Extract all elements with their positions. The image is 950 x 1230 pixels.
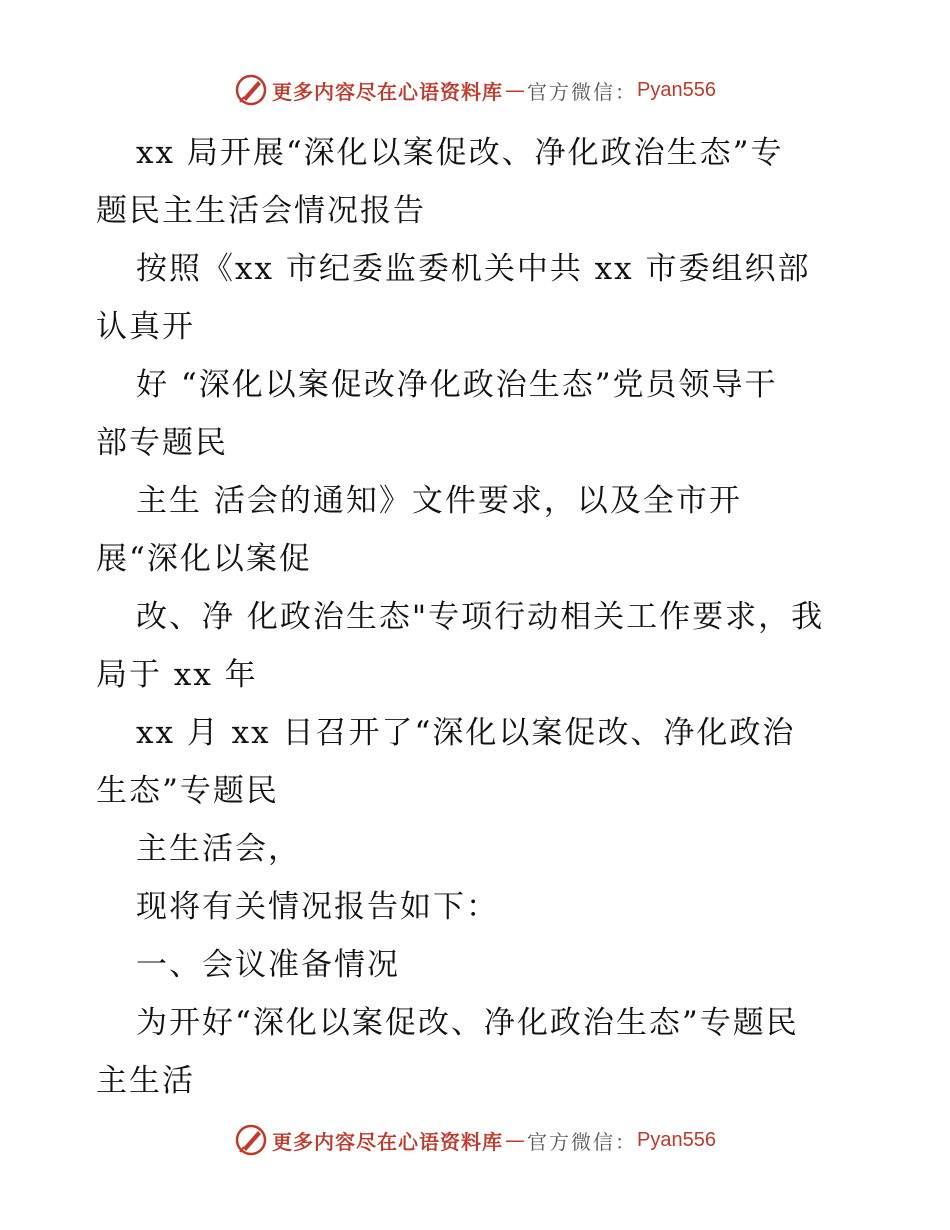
text-line: 为开好“深化以案促改、净化政治生态”专题民 bbox=[136, 1005, 799, 1041]
text-line: 按照《xx 市纪委监委机关中共 xx 市委组织部 bbox=[136, 251, 811, 287]
watermark-brand: 更多内容尽在心语资料库 bbox=[272, 79, 504, 104]
header-watermark bbox=[0, 70, 950, 110]
watermark-id: Pyan556 bbox=[637, 1128, 716, 1151]
text-line: 生态”专题民 bbox=[96, 773, 279, 809]
watermark-brand: 更多内容尽在心语资料库 bbox=[272, 1129, 504, 1154]
quill-pen-logo-icon bbox=[234, 1123, 268, 1157]
text-line: 认真开 bbox=[96, 309, 195, 345]
text-line: xx 月 xx 日召开了“深化以案促改、净化政治 bbox=[136, 715, 796, 751]
text-line: 主生活 bbox=[96, 1063, 195, 1099]
watermark-label: 官方微信： bbox=[527, 1129, 638, 1154]
text-line: 主生活会， bbox=[136, 831, 301, 867]
text-line: 主生 活会的通知》文件要求，以及全市开 bbox=[136, 483, 742, 519]
watermark-id: Pyan556 bbox=[637, 78, 716, 101]
section-heading: 一、会议准备情况 bbox=[136, 947, 400, 983]
text-line: 改、净 化政治生态"专项行动相关工作要求，我 bbox=[136, 599, 825, 635]
text-line: 现将有关情况报告如下： bbox=[136, 889, 499, 925]
watermark-dash: — bbox=[505, 78, 526, 102]
watermark-dash: — bbox=[505, 1128, 526, 1152]
quill-pen-logo-icon bbox=[234, 73, 268, 107]
footer-watermark bbox=[0, 1120, 950, 1160]
text-line: 展“深化以案促 bbox=[96, 541, 312, 577]
text-line: 局于 xx 年 bbox=[96, 657, 258, 693]
document-body bbox=[96, 124, 886, 1110]
text-line: 题民主生活会情况报告 bbox=[96, 193, 426, 229]
text-line: 部专题民 bbox=[96, 425, 228, 461]
text-line: 好 “深化以案促改净化政治生态”党员领导干 bbox=[136, 367, 778, 403]
text-line: xx 局开展“深化以案促改、净化政治生态”专 bbox=[136, 135, 784, 171]
watermark-label: 官方微信： bbox=[527, 79, 638, 104]
